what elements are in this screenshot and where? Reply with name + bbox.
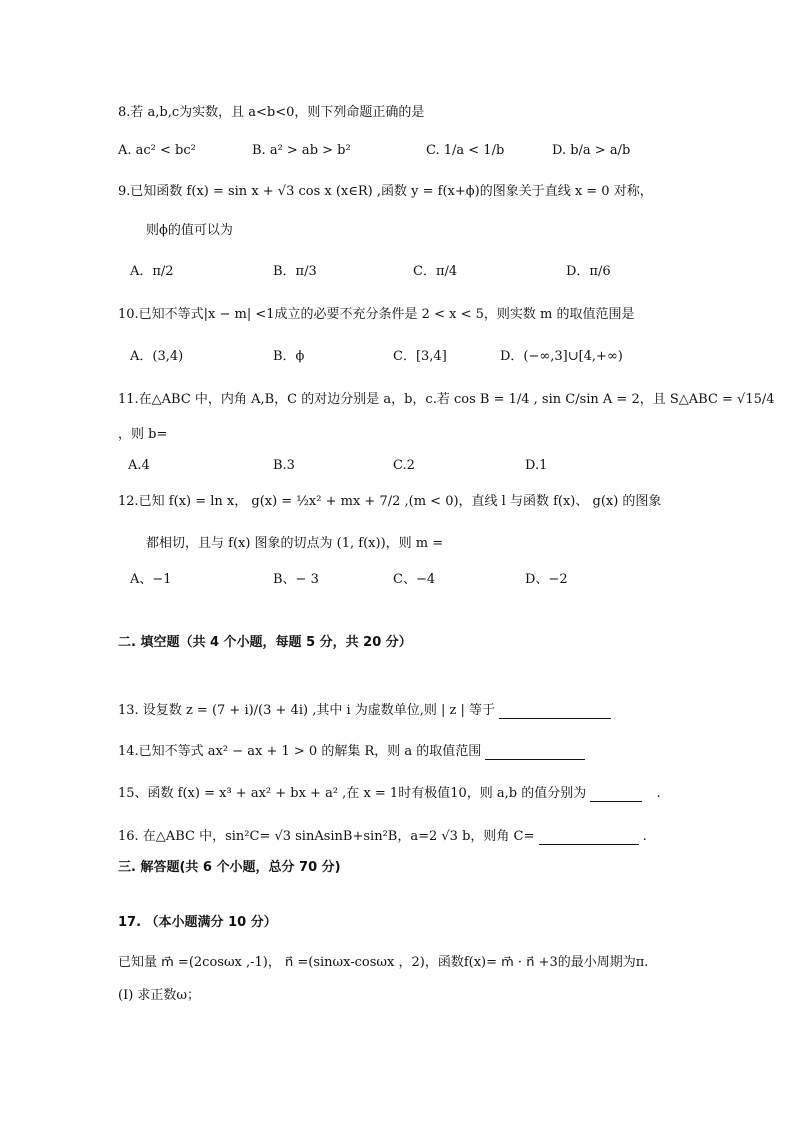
q8-option-b: B. a² > ab > b² [252, 143, 351, 158]
q11-option-c: C.2 [393, 458, 415, 473]
q10-option-a: A．(3,4) [130, 349, 184, 364]
q17-stem: 已知量 m⃗ =(2cosωx ,-1)， n⃗ =(sinωx-cosωx ，2)，函数f(x)= m⃗ · n⃗ +3的最小周期为π. [118, 955, 649, 970]
q15-end: . [656, 786, 661, 801]
q9-stem-continued: 则ϕ的值可以为 [146, 223, 233, 238]
q9-stem: 9.已知函数 f(x) = sin x + √3 cos x (x∈R) ,函数 y = f(x+ϕ)的图象关于直线 x = 0 对称， [118, 184, 653, 199]
q9-option-a: A．π/2 [130, 264, 174, 279]
q15-row [118, 786, 661, 802]
q8-option-d: D. b/a > a/b [552, 143, 631, 158]
q10-option-c: C．[3,4] [393, 349, 447, 364]
section-3-heading: 三. 解答题(共 6 个小题，总分 70 分) [118, 860, 341, 875]
q12-option-b: B、− 3 [273, 572, 319, 587]
q13-answer-blank [499, 706, 611, 719]
q15-answer-blank [590, 789, 642, 802]
q17-title: 17. （本小题满分 10 分） [118, 915, 277, 930]
q12-option-a: A、−1 [130, 572, 172, 587]
q11-option-d: D.1 [525, 458, 548, 473]
q11-option-b: B.3 [273, 458, 295, 473]
q12-stem: 12.已知 f(x) = ln x， g(x) = ½x² + mx + 7/2 ,(m < 0)，直线 l 与函数 f(x)、 g(x) 的图象 [118, 494, 662, 509]
q14-text: 14.已知不等式 ax² − ax + 1 > 0 的解集 R，则 a 的取值范围 [118, 744, 482, 759]
q8-stem: 8.若 a,b,c为实数，且 a<b<0，则下列命题正确的是 [118, 105, 425, 120]
q10-option-d: D．(−∞,3]∪[4,+∞) [500, 349, 623, 364]
q16-answer-blank [539, 832, 639, 845]
q16-end: . [642, 829, 647, 844]
q17-part-1: (Ⅰ) 求正数ω； [118, 988, 201, 1003]
q12-stem-continued: 都相切，且与 f(x) 图象的切点为 (1, f(x))，则 m = [146, 536, 444, 551]
q10-stem: 10.已知不等式|x − m| <1成立的必要不充分条件是 2 < x < 5，则实数 m 的取值范围是 [118, 307, 635, 322]
q8-option-c: C. 1/a < 1/b [426, 143, 505, 158]
q9-option-d: D．π/6 [566, 264, 611, 279]
q15-text: 15、函数 f(x) = x³ + ax² + bx + a² ,在 x = 1时有极值10，则 a,b 的值分别为 [118, 786, 587, 801]
q10-option-b: B．ϕ [273, 349, 305, 364]
section-2-heading: 二. 填空题（共 4 个小题，每题 5 分，共 20 分） [118, 635, 412, 650]
q13-row [118, 703, 611, 719]
q11-option-a: A.4 [128, 458, 150, 473]
q13-text: 13. 设复数 z = (7 + i)/(3 + 4i) ,其中 i 为虚数单位,则 | z | 等于 [118, 703, 496, 718]
q11-stem: 11.在△ABC 中，内角 A,B，C 的对边分别是 a，b，c.若 cos B = 1/4 , sin C/sin A = 2，且 S△ABC = √15/4 [118, 392, 775, 407]
q14-answer-blank [485, 747, 585, 760]
q16-text: 16. 在△ABC 中，sin²C= √3 sinAsinB+sin²B，a=2 √3 b，则角 C= [118, 829, 535, 844]
q8-option-a: A. ac² < bc² [118, 143, 196, 158]
q16-row [118, 829, 647, 845]
q12-option-c: C、−4 [393, 572, 436, 587]
q14-row [118, 744, 585, 760]
q11-stem-continued: ，则 b= [118, 427, 168, 442]
q12-option-d: D、−2 [525, 572, 568, 587]
q9-option-b: B．π/3 [273, 264, 317, 279]
q9-option-c: C．π/4 [413, 264, 458, 279]
